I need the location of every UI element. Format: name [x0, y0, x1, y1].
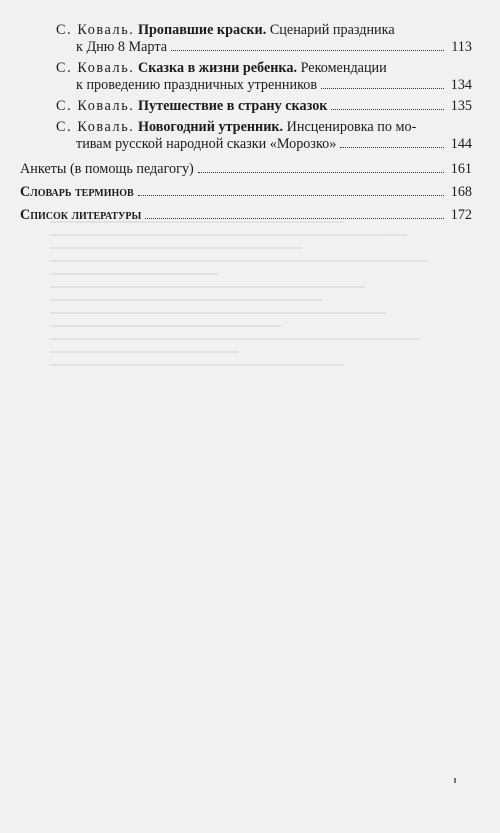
toc-entry-title: Новогодний утренник.	[137, 119, 284, 135]
toc-section-title: Анкеты (в помощь педагогу)	[20, 161, 194, 177]
toc-entry-subtitle: Рекомендации	[300, 60, 387, 76]
toc-section	[20, 184, 472, 201]
toc-page-number: 168	[450, 184, 472, 200]
dot-leader	[145, 218, 444, 219]
dot-leader	[331, 109, 444, 110]
toc-entry-author: С. Коваль.	[56, 60, 135, 76]
toc-entry-subtitle: Сценарий праздника	[269, 22, 395, 38]
dot-leader	[138, 195, 444, 196]
toc-entry-subtitle: Инсценировка по мо-	[286, 119, 417, 135]
toc-page-number: 134	[450, 77, 472, 93]
toc-page-number: 113	[451, 39, 472, 55]
dot-leader	[340, 147, 444, 148]
toc-entry-author: С. Коваль.	[56, 98, 135, 114]
toc-entry-subtitle-cont: к Дню 8 Марта	[76, 39, 167, 55]
toc-section	[20, 207, 472, 224]
toc-page-number: 172	[450, 207, 472, 223]
toc-section	[20, 161, 472, 178]
table-of-contents	[20, 22, 472, 224]
toc-entry	[20, 60, 472, 94]
toc-entry	[20, 119, 472, 153]
toc-section-title: Список литературы	[20, 207, 142, 223]
toc-entry-subtitle-cont: тивам русской народной сказки «Морозко»	[76, 136, 337, 152]
toc-entry-subtitle-cont: к проведению праздничных утренников	[76, 77, 318, 93]
toc-entry-author: С. Коваль.	[56, 119, 135, 135]
toc-entry-title: Путешествие в страну сказок	[137, 98, 328, 114]
show-through-texture	[50, 210, 470, 770]
toc-entry-author: С. Коваль.	[56, 22, 135, 38]
toc-entry-title: Пропавшие краски.	[137, 22, 267, 38]
toc-entry-title: Сказка в жизни ребенка.	[137, 60, 298, 76]
toc-page-number: 135	[450, 98, 472, 114]
dot-leader	[171, 50, 444, 51]
toc-page-number: 144	[450, 136, 472, 152]
toc-section-title: Словарь терминов	[20, 184, 134, 200]
dot-leader	[321, 88, 444, 89]
dot-leader	[198, 172, 444, 173]
toc-entry	[20, 22, 472, 56]
toc-page-number: 161	[450, 161, 472, 177]
toc-entry	[20, 98, 472, 115]
page-speck	[454, 778, 456, 783]
